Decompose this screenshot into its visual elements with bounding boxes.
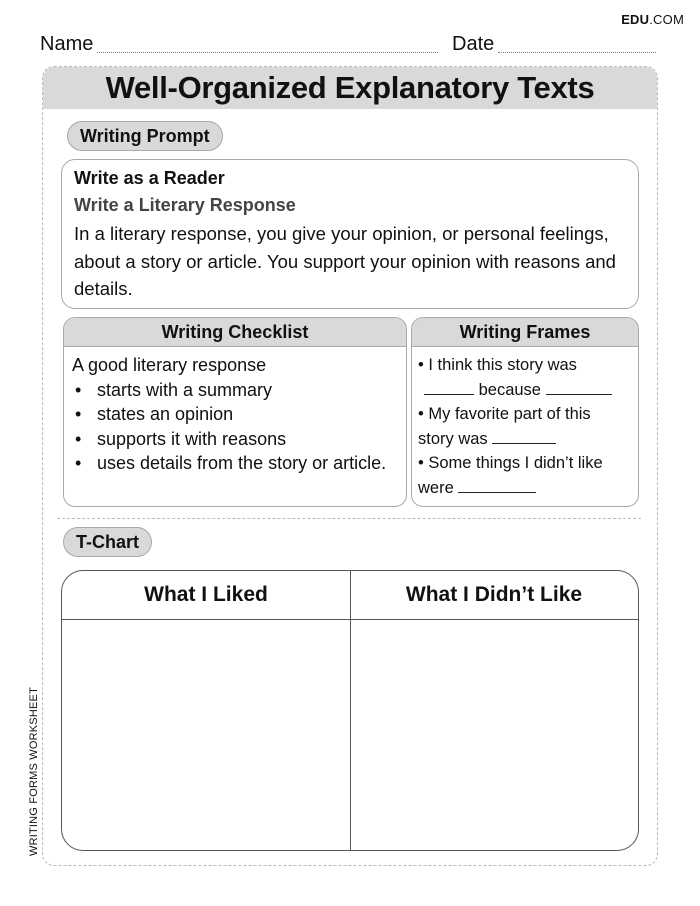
name-line <box>97 51 438 53</box>
name-field[interactable] <box>40 33 438 56</box>
frame-3-line-a: • Some things I didn’t like <box>418 454 603 472</box>
header-row <box>40 30 656 56</box>
page-title: Well-Organized Explanatory Texts <box>43 67 657 109</box>
checklist-item: • supports it with reasons <box>72 427 398 452</box>
writing-frames-panel <box>411 317 639 507</box>
t-chart-left-header: What I Liked <box>62 571 350 620</box>
prompt-body: In a literary response, you give your opinion, or personal feelings, about a story or article. You support your opinion with reasons and details. <box>74 223 616 299</box>
checklist-intro: A good literary response <box>72 355 267 375</box>
frame-1-text-b: because <box>478 380 541 399</box>
checklist-item: • uses details from the story or article. <box>72 451 398 476</box>
frame-1-line-a: • I think this story was <box>418 356 577 374</box>
frame-3-line-b <box>418 476 632 501</box>
t-chart <box>61 570 639 851</box>
checklist-item: • states an opinion <box>72 402 398 427</box>
frame-blank[interactable] <box>546 393 612 395</box>
checklist-item: • starts with a summary <box>72 378 398 403</box>
t-chart-right-header: What I Didn’t Like <box>350 571 638 620</box>
frame-blank[interactable] <box>424 393 474 395</box>
date-field[interactable] <box>452 33 656 56</box>
t-chart-left-column[interactable] <box>62 571 351 850</box>
t-chart-right-column[interactable] <box>350 571 638 850</box>
checklist-title: Writing Checklist <box>64 318 406 347</box>
writing-checklist-panel <box>63 317 407 507</box>
frame-2-line-a: • My favorite part of this <box>418 405 591 423</box>
prompt-subheading: Write a Literary Response <box>74 195 296 215</box>
date-label: Date <box>452 33 495 55</box>
section-divider <box>57 518 641 519</box>
t-chart-pill: T-Chart <box>63 527 152 557</box>
frame-blank[interactable] <box>458 491 536 493</box>
writing-prompt-box <box>61 159 639 309</box>
frame-2-text-b: story was <box>418 429 488 448</box>
frame-1-line-b <box>418 378 632 403</box>
worksheet <box>42 66 658 866</box>
frame-blank[interactable] <box>492 442 556 444</box>
date-line <box>498 51 656 53</box>
checklist-list <box>72 378 398 476</box>
name-label: Name <box>40 33 94 55</box>
frames-title: Writing Frames <box>412 318 638 347</box>
writing-prompt-pill: Writing Prompt <box>67 121 223 151</box>
frame-2-line-b <box>418 427 632 452</box>
edu-logo: EDU.COM <box>621 12 684 27</box>
prompt-heading: Write as a Reader <box>74 168 225 188</box>
frame-3-text-b: were <box>418 478 454 497</box>
side-label: WRITING FORMS WORKSHEET <box>28 687 40 856</box>
